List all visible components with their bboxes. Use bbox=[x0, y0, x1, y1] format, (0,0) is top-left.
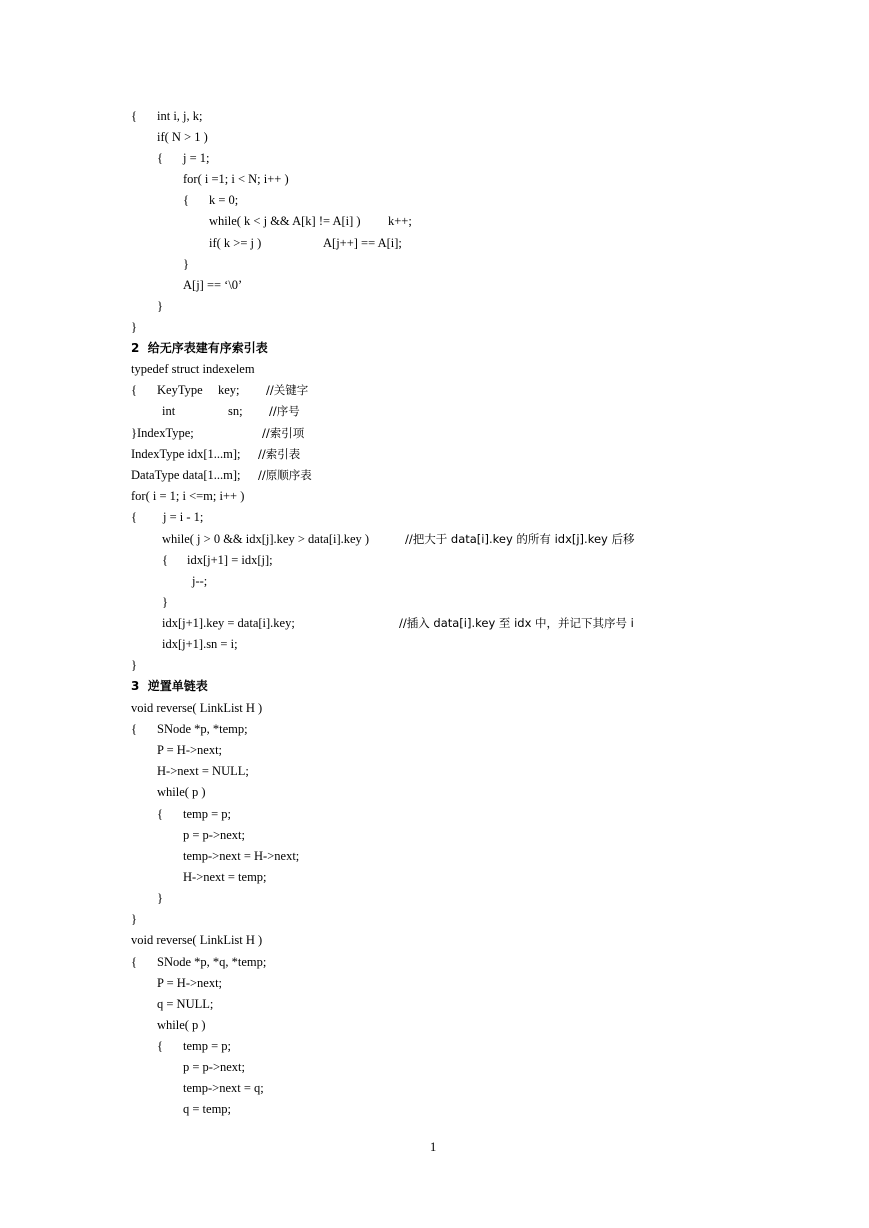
code-line: } bbox=[157, 299, 163, 313]
code-line: j = i - 1; bbox=[163, 510, 204, 524]
code-line: { bbox=[162, 553, 168, 567]
code-line: { bbox=[131, 722, 137, 736]
code-line: { bbox=[131, 109, 137, 123]
code-line: q = NULL; bbox=[157, 997, 214, 1011]
code-line: int i, j, k; bbox=[157, 109, 203, 123]
code-line: A[j++] == A[i]; bbox=[323, 236, 402, 250]
code-line: temp->next = H->next; bbox=[183, 849, 300, 863]
code-line: idx[j+1].key = data[i].key; bbox=[162, 616, 295, 630]
code-line: { bbox=[157, 807, 163, 821]
code-line: P = H->next; bbox=[157, 976, 223, 990]
code-line: idx[j+1].sn = i; bbox=[162, 637, 238, 651]
code-line: q = temp; bbox=[183, 1102, 232, 1116]
code-line: } bbox=[131, 658, 137, 672]
code-line: } bbox=[162, 595, 168, 609]
code-line: A[j] == ‘\0’ bbox=[183, 278, 243, 292]
code-line: } bbox=[157, 891, 163, 905]
code-line: p = p->next; bbox=[183, 1060, 246, 1074]
section-heading: 2 给无序表建有序索引表 bbox=[131, 341, 268, 355]
code-line: H->next = temp; bbox=[183, 870, 267, 884]
code-line: DataType data[1...m]; bbox=[131, 468, 241, 482]
code-line: int bbox=[162, 404, 176, 418]
code-line: { bbox=[157, 151, 163, 165]
code-comment: //索引项 bbox=[262, 426, 305, 440]
code-line: H->next = NULL; bbox=[157, 764, 249, 778]
code-line: SNode *p, *temp; bbox=[157, 722, 248, 736]
code-line: while( k < j && A[k] != A[i] ) bbox=[209, 214, 361, 228]
code-line: p = p->next; bbox=[183, 828, 246, 842]
code-line: while( p ) bbox=[157, 1018, 206, 1032]
code-line: j--; bbox=[192, 574, 208, 588]
code-comment: //索引表 bbox=[258, 447, 301, 461]
code-line: } bbox=[183, 257, 189, 271]
code-line: }IndexType; bbox=[131, 426, 194, 440]
code-comment: //关键字 bbox=[266, 383, 309, 397]
code-line: k = 0; bbox=[209, 193, 239, 207]
code-line: { bbox=[157, 1039, 163, 1053]
code-line: } bbox=[131, 912, 137, 926]
code-line: } bbox=[131, 320, 137, 334]
code-line: temp->next = q; bbox=[183, 1081, 264, 1095]
section-heading: 3 逆置单链表 bbox=[131, 679, 208, 693]
code-line: typedef struct indexelem bbox=[131, 362, 255, 376]
code-line: key; bbox=[218, 383, 240, 397]
code-line: void reverse( LinkList H ) bbox=[131, 701, 263, 715]
code-comment: //原顺序表 bbox=[258, 468, 312, 482]
code-line: if( N > 1 ) bbox=[157, 130, 208, 144]
code-line: for( i = 1; i <=m; i++ ) bbox=[131, 489, 245, 503]
code-comment: //序号 bbox=[269, 404, 300, 418]
code-comment: //把大于 data[i].key 的所有 idx[j].key 后移 bbox=[405, 532, 635, 546]
code-line: temp = p; bbox=[183, 1039, 232, 1053]
page-number: 1 bbox=[430, 1140, 437, 1154]
code-line: KeyType bbox=[157, 383, 203, 397]
code-line: void reverse( LinkList H ) bbox=[131, 933, 263, 947]
code-line: { bbox=[131, 510, 137, 524]
code-line: { bbox=[131, 955, 137, 969]
code-line: for( i =1; i < N; i++ ) bbox=[183, 172, 289, 186]
code-line: IndexType idx[1...m]; bbox=[131, 447, 241, 461]
code-line: idx[j+1] = idx[j]; bbox=[187, 553, 273, 567]
code-line: SNode *p, *q, *temp; bbox=[157, 955, 267, 969]
code-comment: //插入 data[i].key 至 idx 中，并记下其序号 i bbox=[399, 616, 634, 630]
code-line: j = 1; bbox=[183, 151, 210, 165]
code-line: while( j > 0 && idx[j].key > data[i].key ) bbox=[162, 532, 370, 546]
code-line: { bbox=[183, 193, 189, 207]
code-line: temp = p; bbox=[183, 807, 232, 821]
code-line: if( k >= j ) bbox=[209, 236, 262, 250]
code-line: while( p ) bbox=[157, 785, 206, 799]
code-line: k++; bbox=[388, 214, 412, 228]
code-line: sn; bbox=[228, 404, 243, 418]
code-line: P = H->next; bbox=[157, 743, 223, 757]
code-line: { bbox=[131, 383, 137, 397]
